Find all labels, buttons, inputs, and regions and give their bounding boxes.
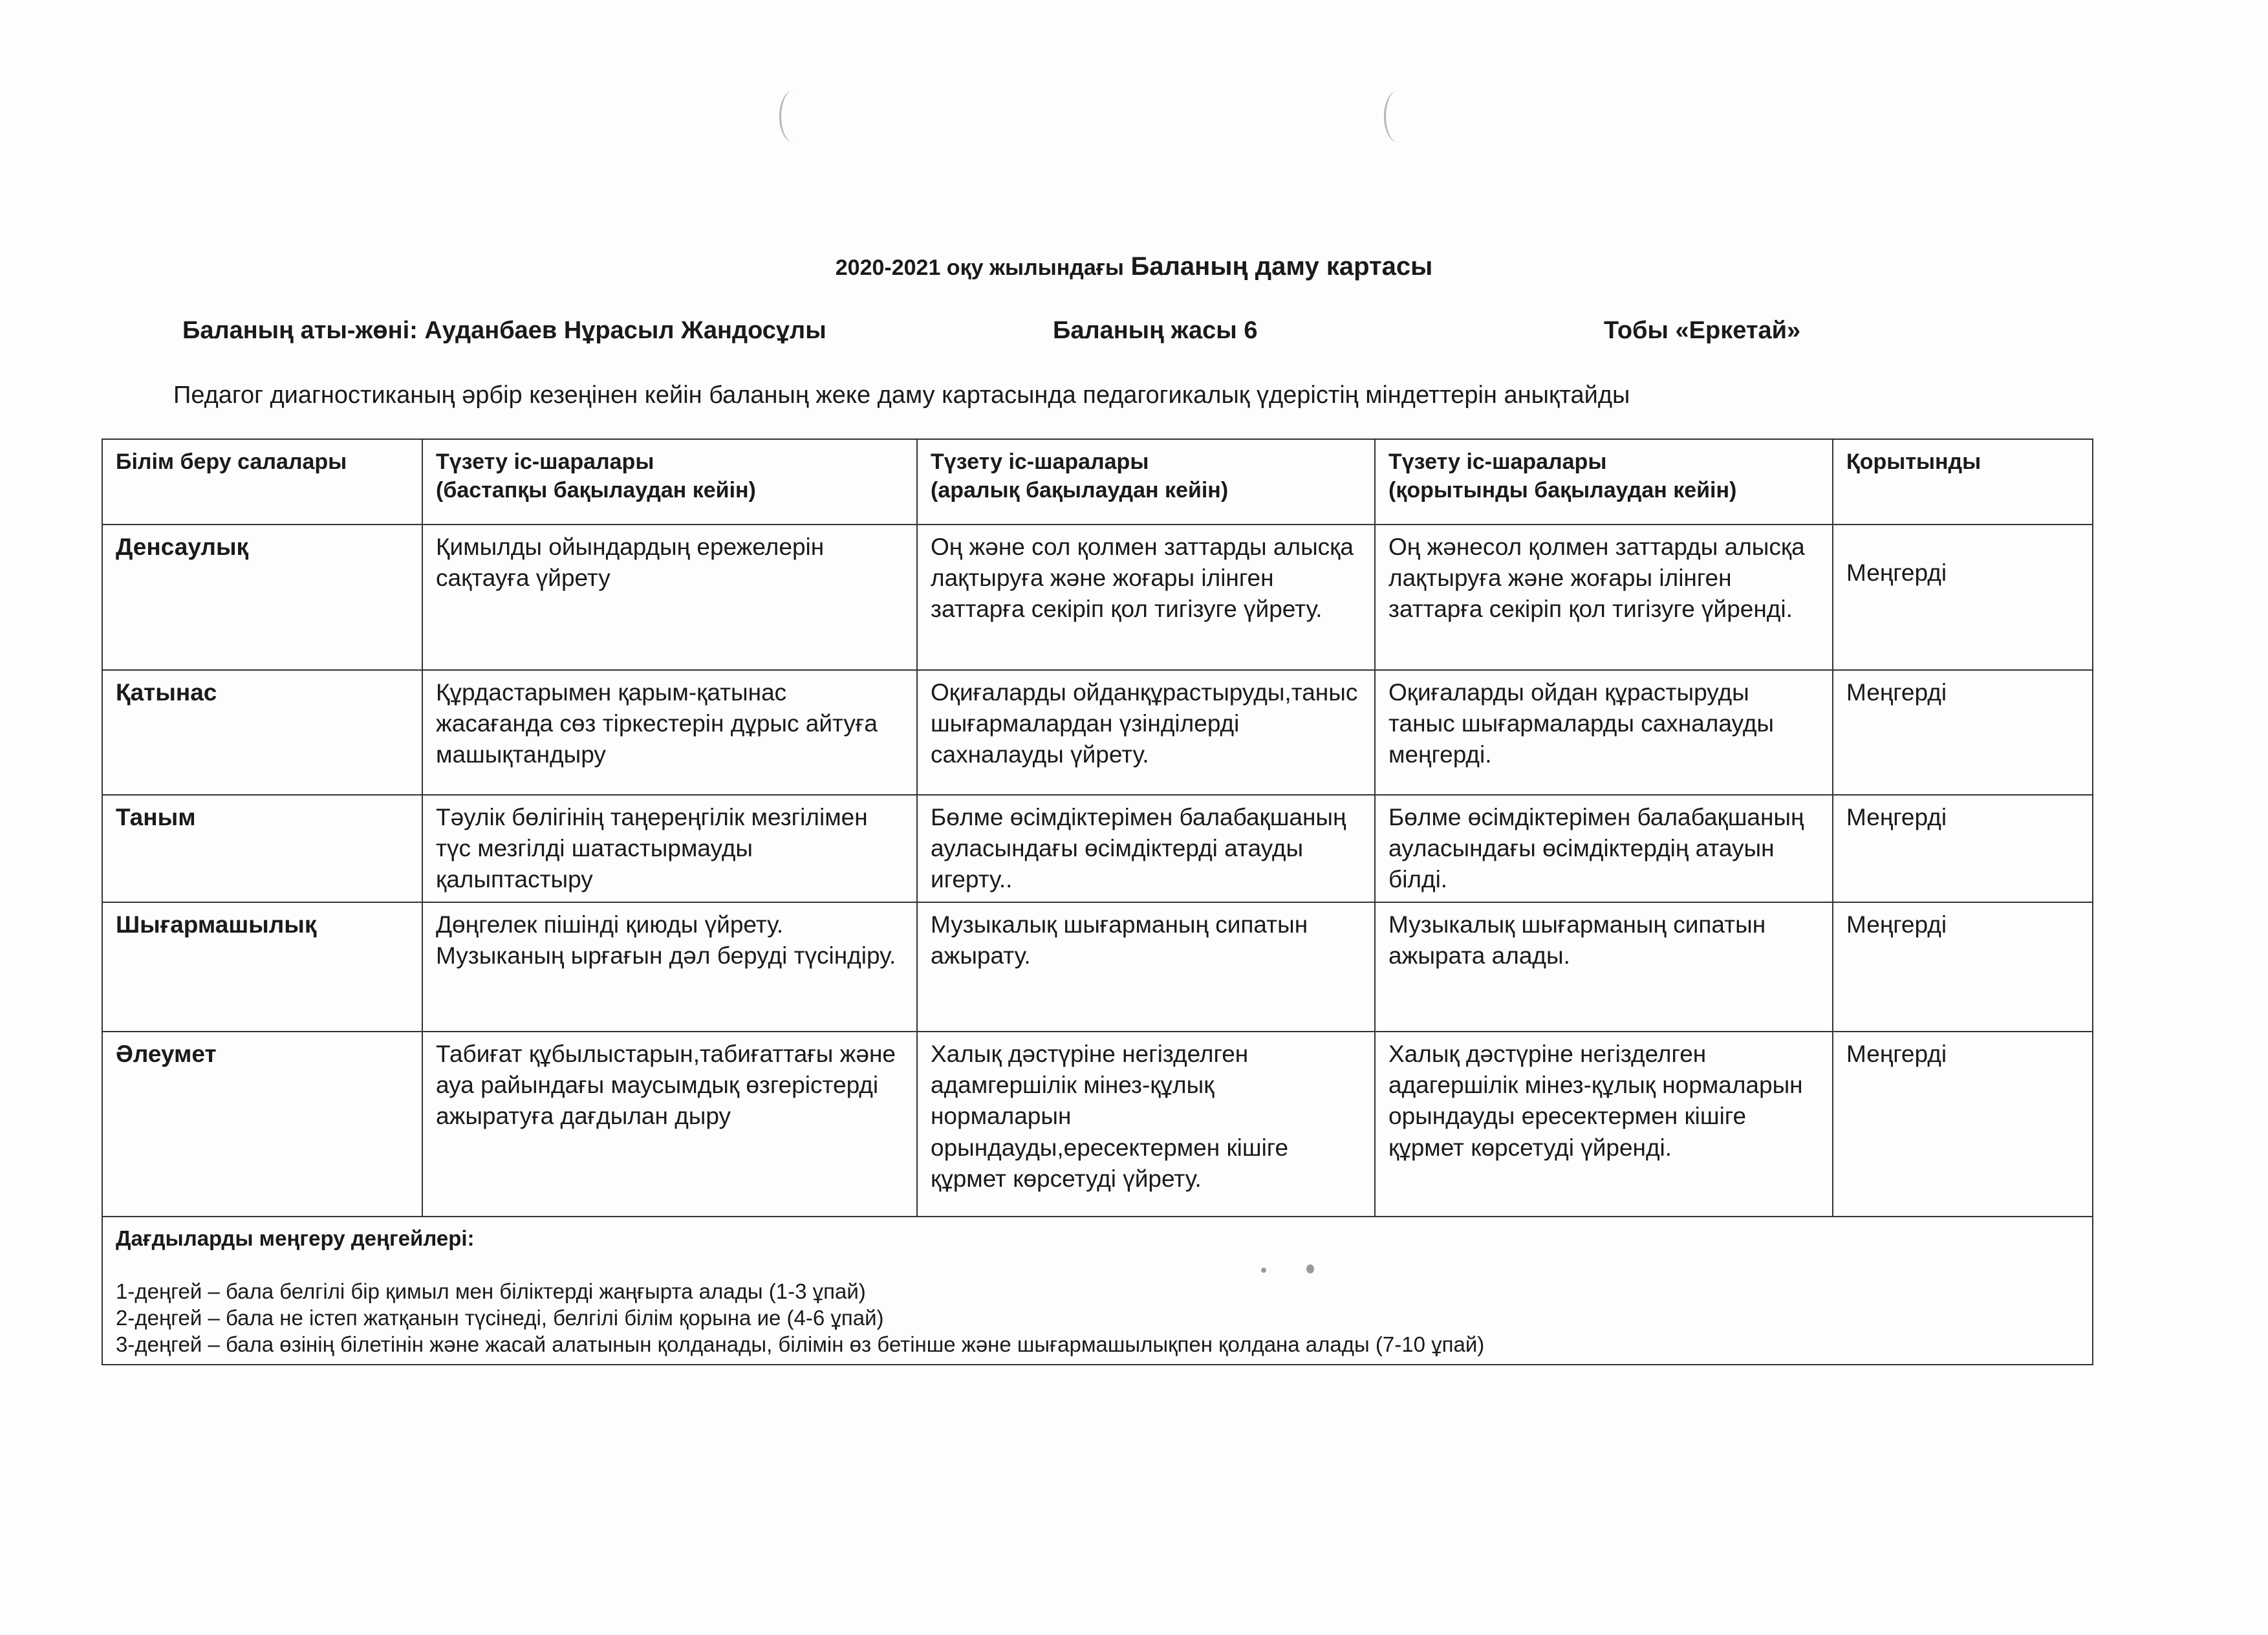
- table-row: [102, 525, 2093, 670]
- child-age: Баланың жасы 6: [1053, 317, 1258, 344]
- subtitle: Педагог диагностиканың әрбір кезеңінен кейін баланың жеке даму картасында педагогикалық үдерістің міндеттерін анықтайды: [173, 382, 1630, 409]
- page-title: [0, 252, 2268, 281]
- initial-cell: Құрдастарымен қарым-қатынас жасағанда сөз тіркестерін дұрыс айтуға машықтандыру: [422, 670, 917, 795]
- legend-title: Дағдыларды меңгеру деңгейлері:: [116, 1226, 475, 1251]
- result-cell: Меңгерді: [1833, 525, 2093, 670]
- final-cell: Халық дәстүріне негізделген адагершілік мінез-құлық нормаларын орындауды ересектермен кішіге құрмет көрсетуді үйренді.: [1375, 1032, 1833, 1217]
- area-cell: Денсаулық: [102, 525, 422, 670]
- initial-cell: Тәулік бөлігінің таңерең‌гілік мезгілімен түс мезгілді шатастырмауды қалыптастыру: [422, 795, 917, 902]
- header-result: Қорытынды: [1833, 439, 2093, 525]
- table-row: [102, 670, 2093, 795]
- header-final: Түзету іс-шаралары (қорытынды бақылаудан кейін): [1375, 439, 1833, 525]
- legend-level-1: 1-деңгей – бала белгілі бір қимыл мен біліктерді жаңғырта алады (1-3 ұпай): [116, 1279, 866, 1303]
- intermediate-cell: Бөлме өсімдіктерімен балабақшаның ауласындағы өсімдіктерді атауды игерту..: [917, 795, 1375, 902]
- result-cell: Меңгерді: [1833, 795, 2093, 902]
- area-cell: Қатынас: [102, 670, 422, 795]
- table-header-row: [102, 439, 2093, 525]
- table-row: [102, 1032, 2093, 1217]
- development-table: [102, 439, 2093, 1365]
- table-row: [102, 902, 2093, 1032]
- scan-speck: [1261, 1268, 1266, 1273]
- title-main: Баланың даму картасы: [1130, 252, 1433, 281]
- punch-hole-right: [1384, 91, 1412, 142]
- punch-hole-left: [779, 91, 807, 142]
- area-cell: Шығармашылық: [102, 902, 422, 1032]
- final-cell: Музыкалық шығарманың сипатын ажырата алады.: [1375, 902, 1833, 1032]
- legend-level-2: 2-деңгей – бала не істеп жатқанын түсінеді, белгілі білім қорына ие (4-6 ұпай): [116, 1305, 884, 1330]
- header-intermediate: Түзету іс-шаралары (аралық бақылаудан кейін): [917, 439, 1375, 525]
- area-cell: Таным: [102, 795, 422, 902]
- scan-speck: [1306, 1264, 1314, 1273]
- intermediate-cell: Оң және сол қолмен заттарды алысқа лақтыруға және жоғары ілінген заттарға секіріп қол тигізуге үйрету.: [917, 525, 1375, 670]
- table-row: [102, 795, 2093, 902]
- legend-row: [102, 1217, 2093, 1365]
- initial-cell: Табиғат құбылыстарын,табиғаттағы және ауа райындағы маусымдық өзгерістерді ажыратуға дағдылан дыру: [422, 1032, 917, 1217]
- intermediate-cell: Оқиғаларды ойданқұрастыруды,таныс шығармалардан үзінділерді сахналауды үйрету.: [917, 670, 1375, 795]
- legend-level-3: 3-деңгей – бала өзінің білетінін және жасай алатынын қолданады, білімін өз бетінше және шығармашылықпен қолдана алады (7-10 ұпай): [116, 1332, 1485, 1357]
- final-cell: Оқиғаларды ойдан құрастыруды таныс шығармаларды сахналауды меңгерді.: [1375, 670, 1833, 795]
- result-cell: Меңгерді: [1833, 1032, 2093, 1217]
- initial-cell: Дөңгелек пішінді қиюды үйрету. Музыканың ырғағын дәл беруді түсіндіру.: [422, 902, 917, 1032]
- title-year: 2020-2021 оқу жылындағы: [835, 255, 1124, 280]
- result-cell: Меңгерді: [1833, 902, 2093, 1032]
- child-group: Тобы «Еркетай»: [1604, 317, 1801, 344]
- final-cell: Бөлме өсімдіктерімен балабақшаның ауласындағы өсімдіктердің атауын білді.: [1375, 795, 1833, 902]
- child-name: Баланың аты-жөні: Ауданбаев Нұрасыл Жандосұлы: [182, 317, 826, 344]
- initial-cell: Қимылды ойындардың ережелерін сақтауға үйрету: [422, 525, 917, 670]
- intermediate-cell: Музыкалық шығарманың сипатын ажырату.: [917, 902, 1375, 1032]
- header-initial: Түзету іс-шаралары (бастапқы бақылаудан кейін): [422, 439, 917, 525]
- header-area: Білім беру салалары: [102, 439, 422, 525]
- area-cell: Әлеумет: [102, 1032, 422, 1217]
- final-cell: Оң жәнесол қолмен заттарды алысқа лақтыруға және жоғары ілінген заттарға секіріп қол тигізуге үйренді.: [1375, 525, 1833, 670]
- result-cell: Меңгерді: [1833, 670, 2093, 795]
- legend-cell: [102, 1217, 2093, 1365]
- intermediate-cell: Халық дәстүріне негізделген адамгершілік мінез-құлық нормаларын орындауды,ересектермен кішіге құрмет көрсетуді үйрету.: [917, 1032, 1375, 1217]
